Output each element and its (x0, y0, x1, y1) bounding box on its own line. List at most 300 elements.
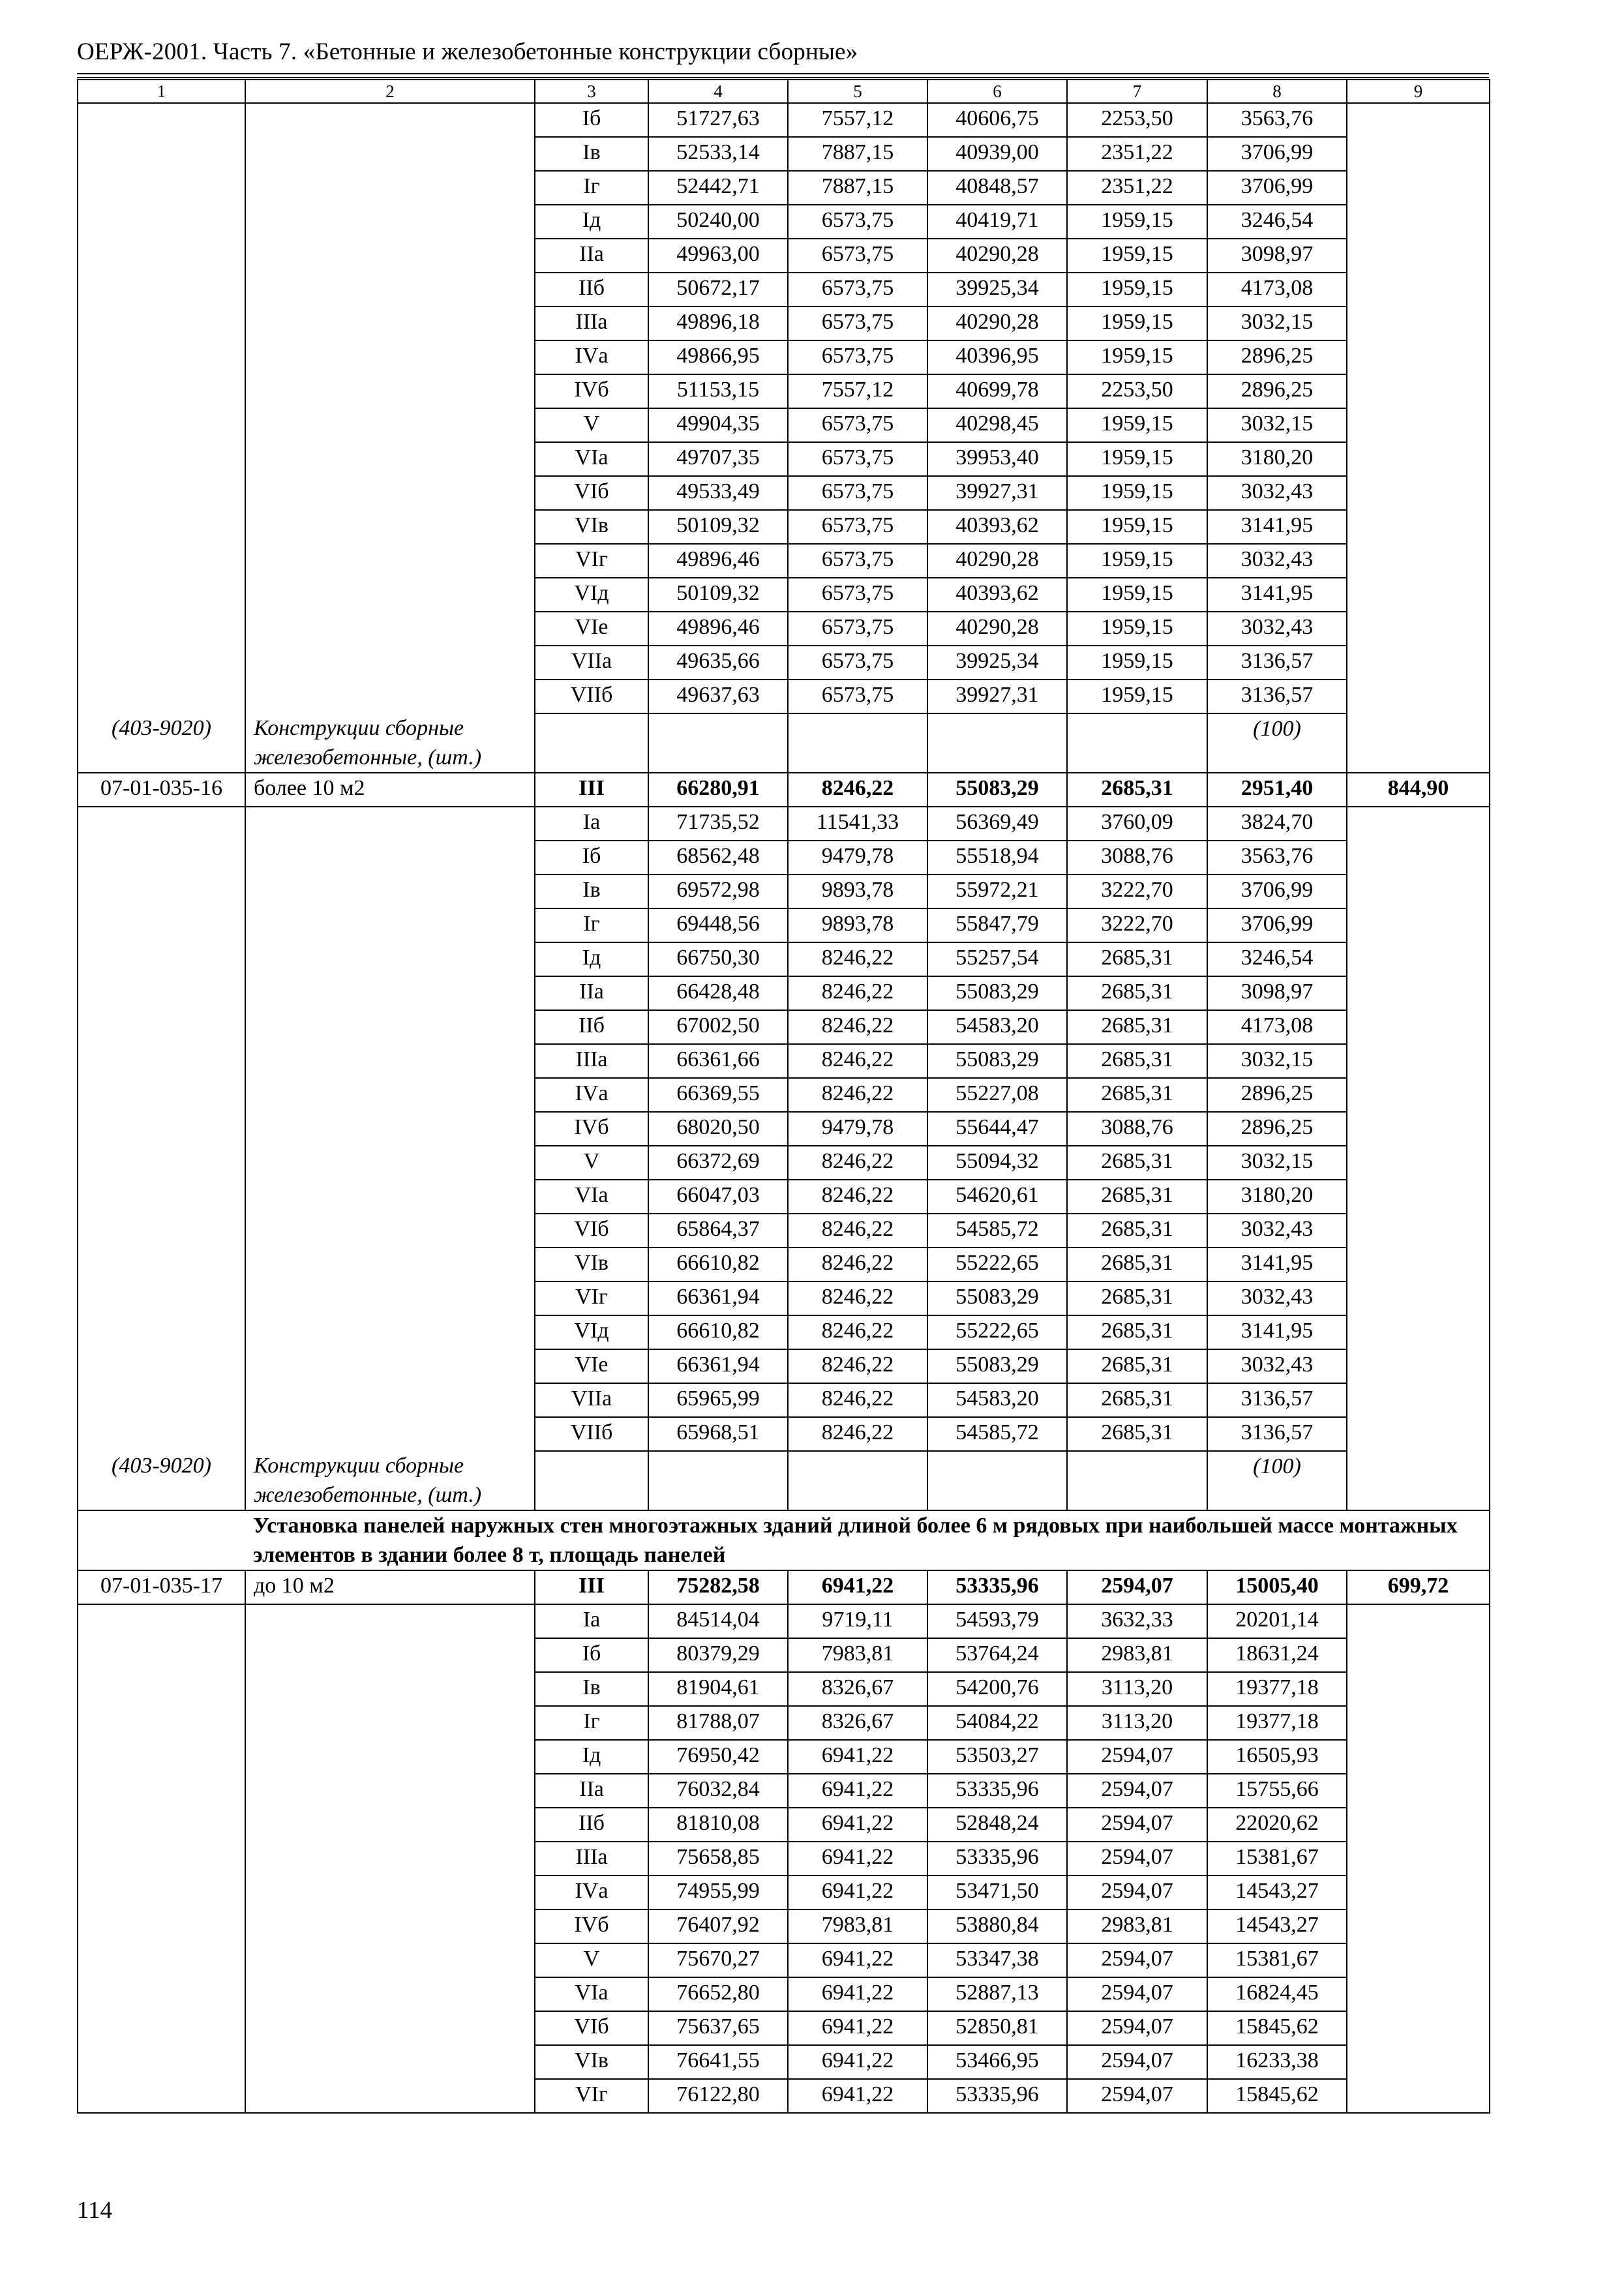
cost-machines: 39925,34 (927, 273, 1067, 307)
cost-total: 81788,07 (648, 1706, 788, 1740)
cost-total: 66361,94 (648, 1349, 788, 1383)
empty-cell (245, 374, 535, 408)
empty-cell (1347, 1383, 1490, 1417)
cost-machines: 40699,78 (927, 374, 1067, 408)
empty-cell (1347, 137, 1490, 171)
cost-operators: 2685,31 (1067, 1248, 1207, 1281)
empty-cell (1347, 103, 1490, 137)
empty-cell (1347, 442, 1490, 476)
empty-cell (78, 1638, 245, 1672)
cost-operators: 1959,15 (1067, 340, 1207, 374)
cost-operators: 2594,07 (1067, 1740, 1207, 1774)
cost-labor: 9479,78 (788, 1112, 927, 1146)
empty-cell (1347, 1808, 1490, 1842)
rate-row (78, 1672, 1490, 1706)
cost-labor: 8246,22 (788, 1078, 927, 1112)
cost-machines: 40848,57 (927, 171, 1067, 205)
cost-labor: 11541,33 (788, 807, 927, 841)
cost-total: 76407,92 (648, 1909, 788, 1943)
empty-cell (1347, 1672, 1490, 1706)
rate-row (78, 1842, 1490, 1876)
cost-operators: 2685,31 (1067, 1010, 1207, 1044)
cost-machines: 55518,94 (927, 841, 1067, 875)
zone-code: VIд (535, 578, 648, 612)
cost-operators: 2685,31 (1067, 1214, 1207, 1248)
empty-cell (1347, 476, 1490, 510)
zone-code: IVа (535, 1876, 648, 1909)
cost-labor: 8246,22 (788, 1044, 927, 1078)
cost-labor: 7983,81 (788, 1638, 927, 1672)
cost-operators: 1959,15 (1067, 476, 1207, 510)
cost-materials: 15381,67 (1207, 1842, 1347, 1876)
empty-cell (78, 1281, 245, 1315)
empty-cell (245, 680, 535, 713)
empty-cell (927, 1451, 1067, 1510)
cost-materials: 3706,99 (1207, 875, 1347, 908)
cost-total: 81904,61 (648, 1672, 788, 1706)
cost-materials: 3706,99 (1207, 908, 1347, 942)
cost-machines: 56369,49 (927, 807, 1067, 841)
cost-machines: 40290,28 (927, 239, 1067, 273)
empty-cell (1347, 1842, 1490, 1876)
zone-code: IIIа (535, 307, 648, 340)
cost-labor: 9893,78 (788, 875, 927, 908)
cost-machines: 54620,61 (927, 1180, 1067, 1214)
empty-cell (78, 1774, 245, 1808)
empty-cell (245, 1383, 535, 1417)
cost-materials: 3706,99 (1207, 171, 1347, 205)
zone-code: VIг (535, 544, 648, 578)
zone-code: Iа (535, 807, 648, 841)
cost-total: 50672,17 (648, 273, 788, 307)
zone-code: Iг (535, 1706, 648, 1740)
cost-machines: 54585,72 (927, 1214, 1067, 1248)
empty-cell (245, 476, 535, 510)
cost-labor: 6573,75 (788, 544, 927, 578)
empty-cell (78, 976, 245, 1010)
cost-materials: 14543,27 (1207, 1909, 1347, 1943)
empty-cell (245, 307, 535, 340)
cost-machines: 53471,50 (927, 1876, 1067, 1909)
cost-materials: 4173,08 (1207, 1010, 1347, 1044)
empty-cell (788, 713, 927, 773)
empty-cell (78, 680, 245, 713)
cost-operators: 2594,07 (1067, 1943, 1207, 1977)
cost-labor: 8246,22 (788, 773, 927, 807)
cost-total: 80379,29 (648, 1638, 788, 1672)
empty-cell (78, 476, 245, 510)
cost-total: 76122,80 (648, 2079, 788, 2113)
rate-row (78, 273, 1490, 307)
empty-cell (1347, 841, 1490, 875)
cost-machines: 39953,40 (927, 442, 1067, 476)
zone-code: VIг (535, 2079, 648, 2113)
cost-machines: 54084,22 (927, 1706, 1067, 1740)
empty-cell (1347, 1214, 1490, 1248)
cost-total: 66372,69 (648, 1146, 788, 1180)
rate-row (78, 171, 1490, 205)
empty-cell (78, 646, 245, 680)
cost-materials: 3141,95 (1207, 1248, 1347, 1281)
cost-labor: 6573,75 (788, 442, 927, 476)
empty-cell (78, 1672, 245, 1706)
cost-labor: 6941,22 (788, 1774, 927, 1808)
cost-machines: 40290,28 (927, 544, 1067, 578)
cost-machines: 54583,20 (927, 1010, 1067, 1044)
zone-code: III (535, 1570, 648, 1604)
empty-cell (78, 908, 245, 942)
header-rule (77, 73, 1489, 74)
rates-table-body (78, 80, 1490, 2113)
resource-code: (403-9020) (78, 713, 245, 773)
cost-total: 76652,80 (648, 1977, 788, 2011)
cost-total: 65968,51 (648, 1417, 788, 1451)
zone-code: Iд (535, 205, 648, 239)
rate-row (78, 1214, 1490, 1248)
empty-cell (1347, 1943, 1490, 1977)
cost-machines: 55094,32 (927, 1146, 1067, 1180)
cost-machines: 40298,45 (927, 408, 1067, 442)
cost-total: 75658,85 (648, 1842, 788, 1876)
cost-labor: 6573,75 (788, 239, 927, 273)
cost-materials: 4173,08 (1207, 273, 1347, 307)
cost-labor: 6573,75 (788, 476, 927, 510)
cost-total: 66750,30 (648, 942, 788, 976)
cost-labor: 6573,75 (788, 273, 927, 307)
empty-cell (245, 1112, 535, 1146)
cost-machines: 55257,54 (927, 942, 1067, 976)
cost-machines: 54585,72 (927, 1417, 1067, 1451)
rate-row (78, 1044, 1490, 1078)
cost-total: 66361,94 (648, 1281, 788, 1315)
cost-machines: 53764,24 (927, 1638, 1067, 1672)
empty-cell (78, 307, 245, 340)
rate-code: 07-01-035-17 (78, 1570, 245, 1604)
zone-code: IIIа (535, 1842, 648, 1876)
empty-cell (245, 1417, 535, 1451)
cost-labor: 8326,67 (788, 1706, 927, 1740)
cost-labor: 6573,75 (788, 307, 927, 340)
zone-code: V (535, 408, 648, 442)
rate-row (78, 476, 1490, 510)
cost-materials: 3032,15 (1207, 307, 1347, 340)
cost-operators: 2685,31 (1067, 1281, 1207, 1315)
zone-code: VIв (535, 1248, 648, 1281)
empty-cell (245, 646, 535, 680)
cost-operators: 2685,31 (1067, 976, 1207, 1010)
empty-cell (245, 1706, 535, 1740)
cost-materials: 16824,45 (1207, 1977, 1347, 2011)
zone-code: VIе (535, 1349, 648, 1383)
zone-code: Iд (535, 1740, 648, 1774)
cost-labor: 7887,15 (788, 171, 927, 205)
cost-operators: 2983,81 (1067, 1909, 1207, 1943)
cost-operators: 2685,31 (1067, 1180, 1207, 1214)
empty-cell (1347, 171, 1490, 205)
cost-materials: 16233,38 (1207, 2045, 1347, 2079)
cost-total: 49963,00 (648, 239, 788, 273)
empty-cell (245, 510, 535, 544)
empty-cell (78, 1383, 245, 1417)
cost-operators: 3088,76 (1067, 841, 1207, 875)
empty-cell (245, 976, 535, 1010)
cost-machines: 39925,34 (927, 646, 1067, 680)
empty-cell (78, 1909, 245, 1943)
cost-labor: 8326,67 (788, 1672, 927, 1706)
empty-cell (78, 1808, 245, 1842)
zone-code: VIе (535, 612, 648, 646)
rate-row (78, 1876, 1490, 1909)
empty-cell (78, 374, 245, 408)
cost-total: 51727,63 (648, 103, 788, 137)
cost-machines: 40396,95 (927, 340, 1067, 374)
cost-total: 49896,46 (648, 544, 788, 578)
cost-total: 49904,35 (648, 408, 788, 442)
zone-code: V (535, 1943, 648, 1977)
empty-cell (1347, 1451, 1490, 1510)
cost-operators: 2685,31 (1067, 1146, 1207, 1180)
cost-operators: 1959,15 (1067, 646, 1207, 680)
cost-machines: 53335,96 (927, 1774, 1067, 1808)
rate-row (78, 1943, 1490, 1977)
zone-code: Iв (535, 875, 648, 908)
empty-cell (245, 841, 535, 875)
zone-code: IIб (535, 1010, 648, 1044)
cost-machines: 39927,31 (927, 476, 1067, 510)
cost-machines: 55083,29 (927, 773, 1067, 807)
zone-code: VIб (535, 2011, 648, 2045)
cost-machines: 53347,38 (927, 1943, 1067, 1977)
labor-hours: 699,72 (1347, 1570, 1490, 1604)
cost-operators: 2594,07 (1067, 2045, 1207, 2079)
cost-materials: 3032,15 (1207, 408, 1347, 442)
cost-materials: 3032,15 (1207, 1044, 1347, 1078)
cost-total: 69572,98 (648, 875, 788, 908)
cost-operators: 2594,07 (1067, 1808, 1207, 1842)
cost-labor: 8246,22 (788, 1417, 927, 1451)
cost-total: 66280,91 (648, 773, 788, 807)
cost-machines: 52850,81 (927, 2011, 1067, 2045)
rate-row (78, 1112, 1490, 1146)
cost-labor: 9719,11 (788, 1604, 927, 1638)
empty-cell (78, 1706, 245, 1740)
empty-cell (245, 1315, 535, 1349)
empty-cell (245, 1281, 535, 1315)
zone-code: VIIб (535, 1417, 648, 1451)
empty-cell (245, 1842, 535, 1876)
cost-materials: 3136,57 (1207, 1417, 1347, 1451)
rate-row (78, 1808, 1490, 1842)
empty-cell (245, 408, 535, 442)
cost-labor: 7983,81 (788, 1909, 927, 1943)
cost-materials: 2896,25 (1207, 340, 1347, 374)
empty-cell (245, 1977, 535, 2011)
empty-cell (1347, 374, 1490, 408)
cost-materials: 2951,40 (1207, 773, 1347, 807)
cost-materials: 3246,54 (1207, 205, 1347, 239)
cost-operators: 2685,31 (1067, 1349, 1207, 1383)
cost-total: 65965,99 (648, 1383, 788, 1417)
column-number-row (78, 80, 1490, 103)
cost-machines: 40393,62 (927, 578, 1067, 612)
cost-labor: 6941,22 (788, 1943, 927, 1977)
empty-cell (1347, 2011, 1490, 2045)
empty-cell (245, 1740, 535, 1774)
empty-cell (78, 1180, 245, 1214)
cost-total: 75637,65 (648, 2011, 788, 2045)
empty-cell (78, 137, 245, 171)
empty-cell (1347, 340, 1490, 374)
cost-machines: 40419,71 (927, 205, 1067, 239)
cost-total: 67002,50 (648, 1010, 788, 1044)
empty-cell (927, 713, 1067, 773)
cost-materials: 15381,67 (1207, 1943, 1347, 1977)
cost-total: 49896,46 (648, 612, 788, 646)
empty-cell (245, 103, 535, 137)
empty-cell (245, 1180, 535, 1214)
cost-machines: 55222,65 (927, 1248, 1067, 1281)
cost-materials: 3824,70 (1207, 807, 1347, 841)
cost-operators: 3760,09 (1067, 807, 1207, 841)
cost-operators: 1959,15 (1067, 273, 1207, 307)
cost-materials: 3032,43 (1207, 1214, 1347, 1248)
cost-total: 84514,04 (648, 1604, 788, 1638)
cost-total: 51153,15 (648, 374, 788, 408)
empty-cell (1347, 612, 1490, 646)
empty-cell (1347, 680, 1490, 713)
empty-cell (1347, 1078, 1490, 1112)
cost-labor: 6573,75 (788, 646, 927, 680)
cost-machines: 55972,21 (927, 875, 1067, 908)
zone-code: IVа (535, 1078, 648, 1112)
empty-cell (245, 2045, 535, 2079)
cost-labor: 9479,78 (788, 841, 927, 875)
cost-operators: 3113,20 (1067, 1706, 1207, 1740)
cost-total: 66361,66 (648, 1044, 788, 1078)
cost-operators: 3632,33 (1067, 1604, 1207, 1638)
zone-code: VIIа (535, 646, 648, 680)
cost-labor: 7557,12 (788, 103, 927, 137)
cost-operators: 1959,15 (1067, 442, 1207, 476)
empty-cell (245, 2011, 535, 2045)
empty-cell (245, 1672, 535, 1706)
empty-cell (78, 1876, 245, 1909)
empty-cell (245, 137, 535, 171)
cost-materials: 3180,20 (1207, 442, 1347, 476)
rate-row (78, 1248, 1490, 1281)
empty-cell (78, 841, 245, 875)
empty-cell (788, 1451, 927, 1510)
cost-total: 49707,35 (648, 442, 788, 476)
zone-code: Iа (535, 1604, 648, 1638)
cost-total: 66610,82 (648, 1315, 788, 1349)
cost-materials: 3141,95 (1207, 578, 1347, 612)
rate-row (78, 2079, 1490, 2113)
cost-machines: 40290,28 (927, 612, 1067, 646)
rate-row (78, 103, 1490, 137)
zone-code: VIIа (535, 1383, 648, 1417)
zone-code: IIIа (535, 1044, 648, 1078)
cost-total: 66369,55 (648, 1078, 788, 1112)
empty-cell (245, 171, 535, 205)
cost-operators: 2253,50 (1067, 374, 1207, 408)
cost-operators: 1959,15 (1067, 510, 1207, 544)
cost-operators: 3222,70 (1067, 875, 1207, 908)
cost-operators: 2685,31 (1067, 1315, 1207, 1349)
work-name: более 10 м2 (245, 773, 535, 807)
empty-cell (1347, 1706, 1490, 1740)
empty-cell (78, 340, 245, 374)
cost-labor: 6941,22 (788, 1808, 927, 1842)
empty-cell (1347, 2079, 1490, 2113)
cost-machines: 53335,96 (927, 2079, 1067, 2113)
cost-total: 68020,50 (648, 1112, 788, 1146)
cost-operators: 2594,07 (1067, 1570, 1207, 1604)
empty-cell (648, 713, 788, 773)
rate-row (78, 1349, 1490, 1383)
cost-operators: 2685,31 (1067, 942, 1207, 976)
cost-labor: 6941,22 (788, 2045, 927, 2079)
empty-cell (1347, 510, 1490, 544)
cost-operators: 1959,15 (1067, 408, 1207, 442)
zone-code: VIа (535, 442, 648, 476)
empty-cell (245, 1943, 535, 1977)
cost-materials: 3032,43 (1207, 1349, 1347, 1383)
empty-cell (78, 2045, 245, 2079)
cost-labor: 7887,15 (788, 137, 927, 171)
empty-cell (1347, 2045, 1490, 2079)
zone-code: IIа (535, 1774, 648, 1808)
cost-labor: 6573,75 (788, 408, 927, 442)
zone-code: IVа (535, 340, 648, 374)
cost-labor: 6941,22 (788, 1842, 927, 1876)
cost-total: 75282,58 (648, 1570, 788, 1604)
cost-materials: 19377,18 (1207, 1672, 1347, 1706)
empty-cell (1347, 1774, 1490, 1808)
empty-cell (78, 1604, 245, 1638)
empty-cell (1347, 1349, 1490, 1383)
empty-cell (78, 205, 245, 239)
empty-cell (245, 205, 535, 239)
empty-cell (535, 713, 648, 773)
empty-cell (1347, 408, 1490, 442)
zone-code: IIа (535, 239, 648, 273)
rates-table (77, 79, 1490, 2114)
column-number: 8 (1207, 80, 1347, 103)
rate-row (78, 680, 1490, 713)
empty-cell (245, 578, 535, 612)
empty-cell (1347, 239, 1490, 273)
cost-operators: 1959,15 (1067, 239, 1207, 273)
cost-machines: 55083,29 (927, 1349, 1067, 1383)
cost-materials: 2896,25 (1207, 374, 1347, 408)
rate-row (78, 1570, 1490, 1604)
empty-cell (648, 1451, 788, 1510)
cost-labor: 6573,75 (788, 612, 927, 646)
cost-materials: 2896,25 (1207, 1078, 1347, 1112)
empty-cell (1347, 1112, 1490, 1146)
cost-labor: 8246,22 (788, 1214, 927, 1248)
empty-cell (245, 239, 535, 273)
cost-total: 76032,84 (648, 1774, 788, 1808)
empty-cell (78, 239, 245, 273)
rate-row (78, 1315, 1490, 1349)
empty-cell (245, 1010, 535, 1044)
rate-row (78, 374, 1490, 408)
empty-cell (78, 1146, 245, 1180)
cost-machines: 52887,13 (927, 1977, 1067, 2011)
zone-code: VIв (535, 2045, 648, 2079)
